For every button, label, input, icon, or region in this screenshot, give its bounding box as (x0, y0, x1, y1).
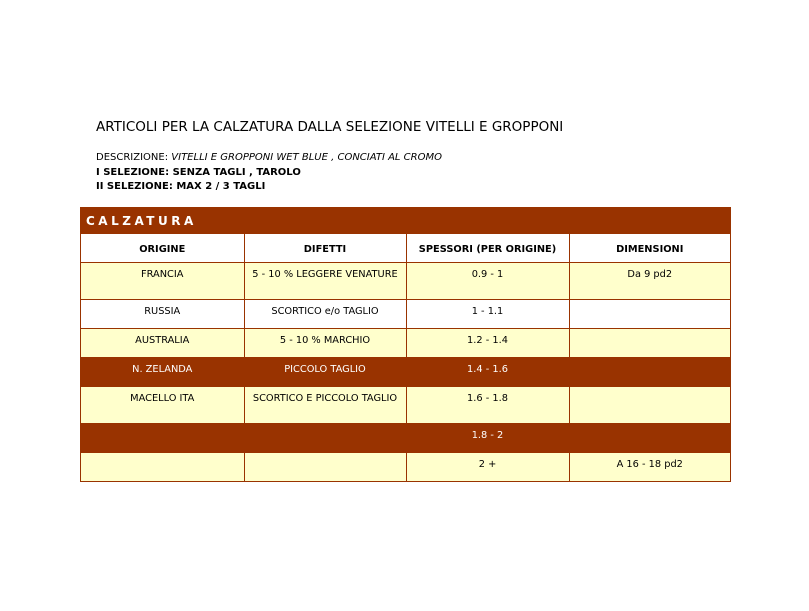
calzatura-table (81, 234, 730, 481)
table-row (81, 423, 730, 452)
cell-spessori: 0.9 - 1 (406, 262, 569, 299)
cell-difetti: 5 - 10 % LEGGERE VENATURE (244, 262, 406, 299)
cell-dimensioni: Da 9 pd2 (569, 262, 730, 299)
table-row (81, 328, 730, 357)
cell-dimensioni (569, 386, 730, 423)
cell-difetti: SCORTICO E PICCOLO TAGLIO (244, 386, 406, 423)
description-value: VITELLI E GROPPONI WET BLUE , CONCIATI AL CROMO (171, 152, 442, 163)
cell-origine: RUSSIA (81, 299, 244, 328)
description-label: DESCRIZIONE: (96, 152, 169, 163)
cell-difetti (244, 423, 406, 452)
description-line (96, 151, 442, 166)
description-block (96, 151, 442, 195)
table-row (81, 262, 730, 299)
cell-origine: FRANCIA (81, 262, 244, 299)
cell-spessori: 1.2 - 1.4 (406, 328, 569, 357)
cell-dimensioni: A 16 - 18 pd2 (569, 452, 730, 481)
selection-1: I SELEZIONE: SENZA TAGLI , TAROLO (96, 166, 301, 178)
cell-origine (81, 423, 244, 452)
cell-dimensioni (569, 423, 730, 452)
cell-difetti: 5 - 10 % MARCHIO (244, 328, 406, 357)
cell-dimensioni (569, 357, 730, 386)
cell-origine: N. ZELANDA (81, 357, 244, 386)
cell-spessori: 1 - 1.1 (406, 299, 569, 328)
table-row (81, 357, 730, 386)
cell-origine: AUSTRALIA (81, 328, 244, 357)
table-header-row (81, 234, 730, 262)
cell-origine: MACELLO ITA (81, 386, 244, 423)
cell-origine (81, 452, 244, 481)
header-difetti: DIFETTI (244, 234, 406, 262)
header-spessori: SPESSORI (PER ORIGINE) (406, 234, 569, 262)
cell-dimensioni (569, 328, 730, 357)
table-row (81, 386, 730, 423)
cell-spessori: 1.4 - 1.6 (406, 357, 569, 386)
header-origine: ORIGINE (81, 234, 244, 262)
cell-dimensioni (569, 299, 730, 328)
cell-spessori: 2 + (406, 452, 569, 481)
calzatura-table-box (80, 207, 731, 482)
cell-spessori: 1.6 - 1.8 (406, 386, 569, 423)
cell-difetti: PICCOLO TAGLIO (244, 357, 406, 386)
selection-2: II SELEZIONE: MAX 2 / 3 TAGLI (96, 181, 266, 192)
cell-difetti (244, 452, 406, 481)
table-row (81, 299, 730, 328)
table-heading: CALZATURA (81, 208, 730, 234)
cell-difetti: SCORTICO e/o TAGLIO (244, 299, 406, 328)
cell-spessori: 1.8 - 2 (406, 423, 569, 452)
page-title: ARTICOLI PER LA CALZATURA DALLA SELEZIONE VITELLI E GROPPONI (96, 119, 564, 135)
table-row (81, 452, 730, 481)
header-dimensioni: DIMENSIONI (569, 234, 730, 262)
